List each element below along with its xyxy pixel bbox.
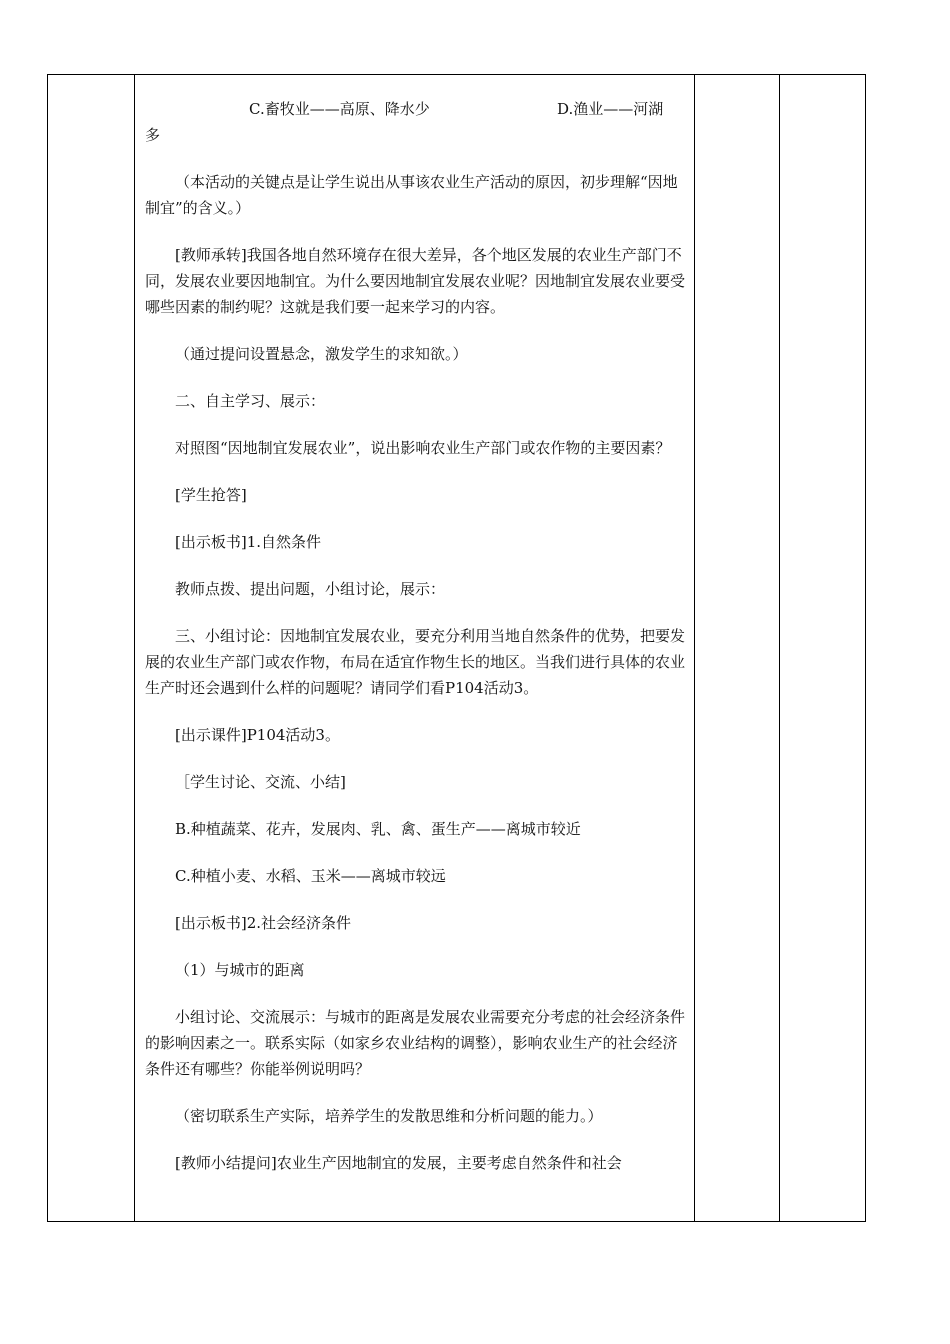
practice-note: （密切联系生产实际，培养学生的发散思维和分析问题的能力。） [175, 1107, 603, 1125]
option-d-continuation: 多 [145, 126, 161, 144]
column-divider-3 [779, 74, 780, 1222]
student-discussion: ［学生讨论、交流、小结] [175, 773, 346, 791]
suspense-note: （通过提问设置悬念，激发学生的求知欲。） [175, 345, 468, 363]
option-c: C.畜牧业——高原、降水少 [249, 100, 430, 118]
courseware-activity: [出示课件]P104活动3。 [175, 726, 340, 744]
options-row [145, 96, 689, 122]
board-social-economic: [出示板书]2.社会经济条件 [175, 914, 352, 932]
student-answer: [学生抢答] [175, 486, 247, 504]
teacher-summary: [教师小结提问]农业生产因地制宜的发展，主要考虑自然条件和社会 [175, 1154, 622, 1172]
board-natural-conditions: [出示板书]1.自然条件 [175, 533, 322, 551]
teacher-transition: [教师承转]我国各地自然环境存在很大差异，各个地区发展的农业生产部门不同，发展农业要因地制宜。为什么要因地制宜发展农业呢？因地制宜发展农业要受哪些因素的制约呢？这就是我们要一起来学习的内容。 [145, 246, 686, 316]
teacher-guidance: 教师点拨、提出问题，小组讨论，展示： [175, 580, 446, 598]
column-divider-2 [694, 74, 695, 1222]
option-d: D.渔业——河湖 [557, 100, 664, 118]
column-divider-1 [134, 74, 135, 1222]
activity-key-point-note: （本活动的关键点是让学生说出从事该农业生产活动的原因，初步理解“因地制宜”的含义。） [145, 173, 678, 217]
map-question: 对照图“因地制宜发展农业”，说出影响农业生产部门或农作物的主要因素？ [175, 439, 671, 457]
section-self-study-heading: 二、自主学习、展示： [175, 392, 326, 410]
section-group-discussion: 三、小组讨论：因地制宜发展农业，要充分利用当地自然条件的优势，把要发展的农业生产部门或农作物，布局在适宜作物生长的地区。当我们进行具体的农业生产时还会遇到什么样的问题呢？请同学们看P104活动3。 [145, 627, 686, 697]
answer-b: B.种植蔬菜、花卉，发展肉、乳、禽、蛋生产——离城市较近 [175, 820, 581, 838]
answer-c: C.种植小麦、水稻、玉米——离城市较远 [175, 867, 446, 885]
distance-to-city: （1）与城市的距离 [175, 961, 305, 979]
group-presentation: 小组讨论、交流展示：与城市的距离是发展农业需要充分考虑的社会经济条件的影响因素之一。联系实际（如家乡农业结构的调整），影响农业生产的社会经济条件还有哪些？你能举例说明吗？ [145, 1008, 686, 1078]
lesson-content-cell [145, 96, 689, 1176]
